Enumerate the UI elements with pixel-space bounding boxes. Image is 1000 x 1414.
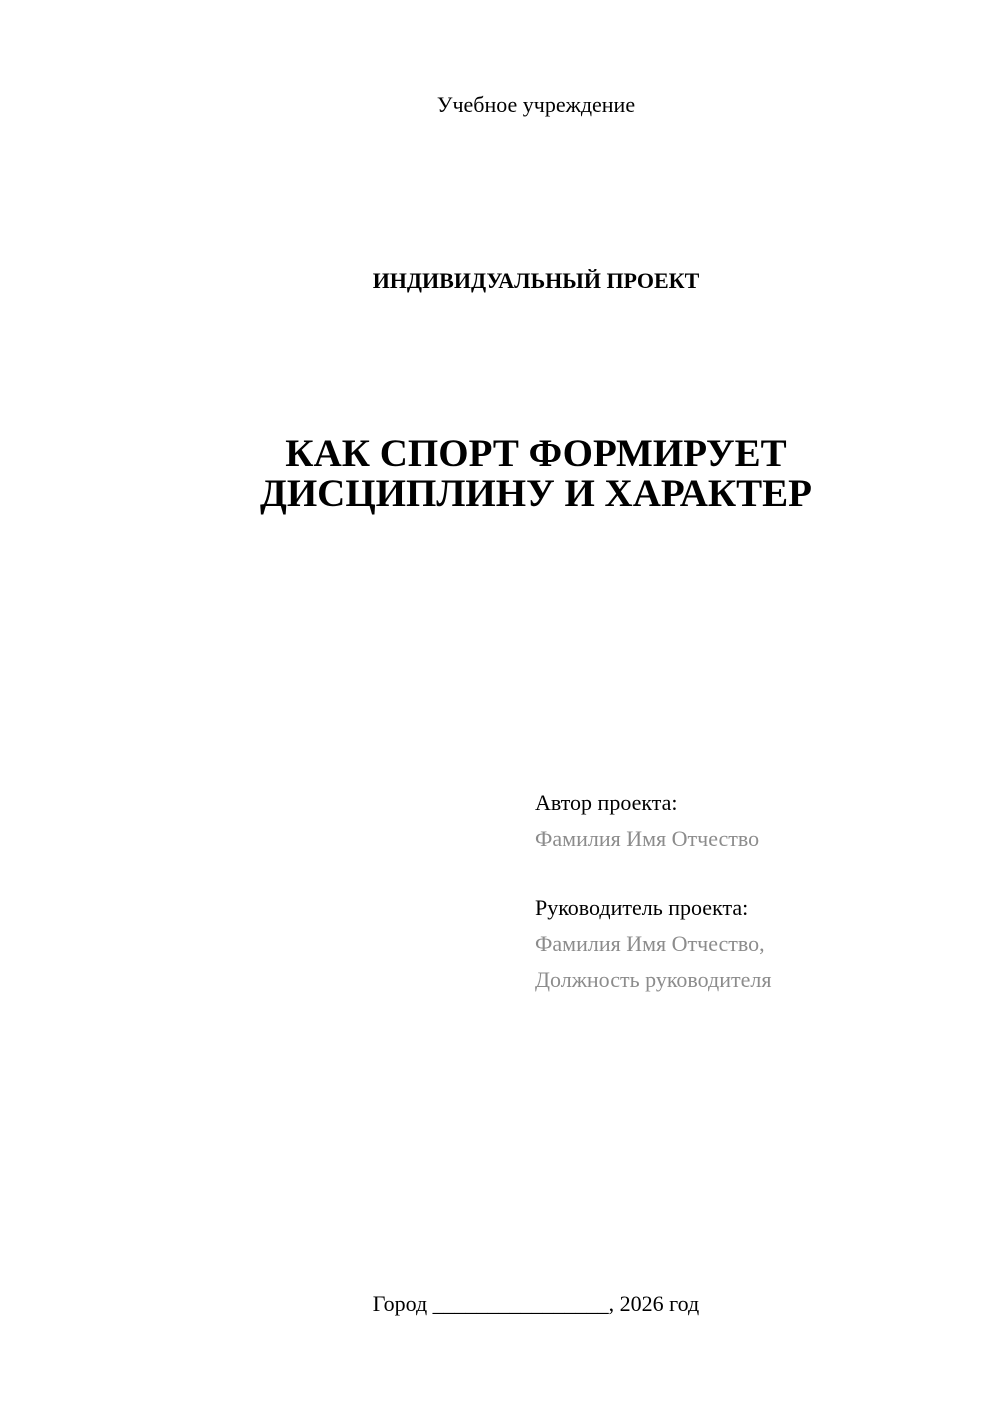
- supervisor-position-placeholder: Должность руководителя: [535, 967, 772, 992]
- project-type-heading: ИНДИВИДУАЛЬНЫЙ ПРОЕКТ: [372, 268, 700, 293]
- project-title-line-1: КАК СПОРТ ФОРМИРУЕТ: [285, 432, 787, 475]
- project-title: [0, 434, 1000, 514]
- author-label: Автор проекта:: [535, 790, 678, 815]
- supervisor-name-placeholder: Фамилия Имя Отчество,: [535, 931, 765, 956]
- supervisor-label: Руководитель проекта:: [535, 895, 749, 920]
- institution-name: Учебное учреждение: [436, 92, 636, 117]
- author-name-placeholder: Фамилия Имя Отчество: [535, 826, 760, 851]
- city-year-line: Город ________________, 2026 год: [372, 1291, 700, 1316]
- project-title-line-2: ДИСЦИПЛИНУ И ХАРАКТЕР: [260, 472, 812, 515]
